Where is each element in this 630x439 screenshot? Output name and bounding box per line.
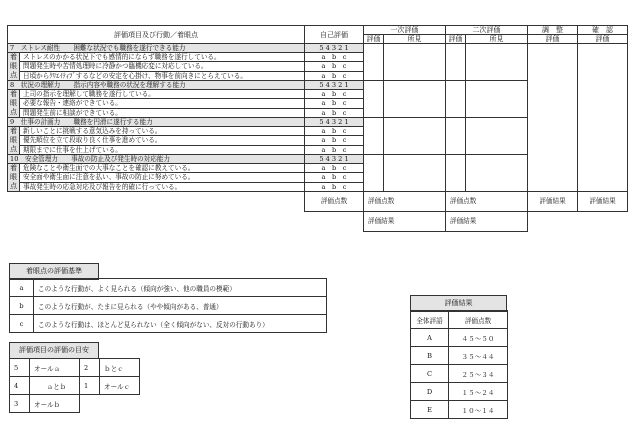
score-scale: 5 4 3 2 1	[305, 118, 364, 127]
criteria-title: 着眼点の評価基準	[9, 263, 99, 280]
first-points-label: 評価点数	[364, 192, 446, 212]
confirm-cell[interactable]	[578, 44, 628, 192]
abc-choice[interactable]: a b c	[305, 62, 364, 71]
criteria-key: a	[10, 279, 34, 297]
result-header: 全体評語	[411, 311, 449, 329]
confirm-header: 確 認	[578, 26, 628, 35]
result-grade: B	[411, 347, 449, 365]
guide-score: 4	[10, 377, 30, 395]
guide-title: 評価項目の評価の目安	[9, 342, 99, 359]
result-header: 評価点数	[449, 311, 508, 329]
item-text: 問題発生時や苦情処理時に冷静かつ臨機応変に対応している。	[20, 62, 305, 71]
guide-desc: ｂとｃ	[100, 359, 140, 377]
second-eval-cell[interactable]	[446, 44, 466, 81]
first-result-label: 評価結果	[364, 212, 446, 232]
adjust-eval-col: 評価	[528, 35, 578, 44]
second-remark-cell[interactable]	[466, 44, 528, 81]
result-grade: E	[411, 401, 449, 419]
abc-choice[interactable]: a b c	[305, 182, 364, 191]
result-range: １０～１４	[449, 401, 508, 419]
result-range: ３５～４４	[449, 347, 508, 365]
score-scale: 5 4 3 2 1	[305, 44, 364, 53]
abc-choice[interactable]: a b c	[305, 127, 364, 136]
second-result-label: 評価結果	[446, 212, 528, 232]
self-points-label: 評価点数	[305, 192, 364, 212]
adjust-header: 調 整	[528, 26, 578, 35]
guide-desc: ａとｂ	[30, 377, 80, 395]
items-header: 評価項目及び行動／着眼点	[8, 26, 305, 44]
result-grade: A	[411, 329, 449, 347]
guide-table	[9, 358, 140, 413]
result-range: ２５～３４	[449, 365, 508, 383]
result-grade: C	[411, 365, 449, 383]
focus-label: 着眼点	[8, 127, 20, 155]
first-eval-cell[interactable]	[364, 81, 384, 118]
category-title: 10 安全管理力 事故の防止及び発生時の対応能力	[8, 155, 305, 164]
abc-choice[interactable]: a b c	[305, 173, 364, 182]
second-remark-cell[interactable]	[466, 155, 528, 192]
second-eval-cell[interactable]	[446, 81, 466, 118]
second-points-label: 評価点数	[446, 192, 528, 212]
item-text: 危険なことや衛生面での大事なことを確認に教えている。	[20, 164, 305, 173]
abc-choice[interactable]: a b c	[305, 99, 364, 108]
evaluation-table	[7, 25, 628, 232]
score-scale: 5 4 3 2 1	[305, 81, 364, 90]
guide-score: 1	[80, 377, 100, 395]
result-range: １５～２４	[449, 383, 508, 401]
category-title: 7 ストレス耐性 困難な状況でも職務を遂行できる能力	[8, 44, 305, 53]
abc-choice[interactable]: a b c	[305, 108, 364, 117]
result-title: 評価結果	[410, 295, 507, 312]
focus-label: 着眼点	[8, 90, 20, 118]
abc-choice[interactable]: a b c	[305, 90, 364, 99]
criteria-text: このような行動が、よく見られる（傾向が強い、他の職員の模範）	[34, 279, 327, 297]
second-eval-cell[interactable]	[446, 155, 466, 192]
abc-choice[interactable]: a b c	[305, 136, 364, 145]
abc-choice[interactable]: a b c	[305, 145, 364, 154]
item-text: 事故発生時の応急対応及び報告を的確に行っている。	[20, 182, 305, 191]
criteria-table	[9, 278, 327, 333]
abc-choice[interactable]: a b c	[305, 53, 364, 62]
focus-label: 着眼点	[8, 164, 20, 192]
category-title: 9 仕事の計画力 職務を円滑に遂行する能力	[8, 118, 305, 127]
focus-label: 着眼点	[8, 53, 20, 81]
abc-choice[interactable]: a b c	[305, 164, 364, 173]
adjust-cell[interactable]	[528, 44, 578, 192]
first-eval-col: 評価	[364, 35, 384, 44]
category-title: 8 状況の理解力 指示内容や職務の状況を理解する能力	[8, 81, 305, 90]
second-eval-header: 二次評価	[446, 26, 528, 35]
confirm-result-label: 評価結果	[578, 192, 628, 212]
first-remark-cell[interactable]	[384, 118, 446, 155]
first-remark-cell[interactable]	[384, 44, 446, 81]
first-eval-cell[interactable]	[364, 118, 384, 155]
item-text: 優先順位を立て段取り良く仕事を進めている。	[20, 136, 305, 145]
criteria-key: c	[10, 315, 34, 333]
result-table	[410, 310, 508, 419]
adjust-result-label: 評価結果	[528, 192, 578, 212]
guide-score: 5	[10, 359, 30, 377]
confirm-eval-col: 評価	[578, 35, 628, 44]
result-range: ４５～５０	[449, 329, 508, 347]
guide-score: 3	[10, 395, 30, 413]
second-eval-cell[interactable]	[446, 118, 466, 155]
self-eval-header: 自己評価	[305, 26, 364, 44]
guide-score: 2	[80, 359, 100, 377]
second-eval-col: 評価	[446, 35, 466, 44]
first-remark-cell[interactable]	[384, 81, 446, 118]
item-text: 期限までに仕事を仕上げている。	[20, 145, 305, 154]
first-eval-header: 一次評価	[364, 26, 446, 35]
criteria-text: このような行動が、たまに見られる（やや傾向がある、普通）	[34, 297, 327, 315]
score-scale: 5 4 3 2 1	[305, 155, 364, 164]
criteria-key: b	[10, 297, 34, 315]
item-text: 安全面や衛生面に注意を払い、事故の防止に努めている。	[20, 173, 305, 182]
item-text: 必要な報告・連絡ができている。	[20, 99, 305, 108]
item-text: ストレスのかかる状況下でも感情的にならず職務を遂行している。	[20, 53, 305, 62]
item-text: 新しいことに挑戦する意気込みを持っている。	[20, 127, 305, 136]
abc-choice[interactable]: a b c	[305, 71, 364, 80]
guide-desc: オールｂ	[30, 395, 80, 413]
item-text: 日頃からｸﾘｴｲﾃｨﾌﾞするなどの安定を心掛け、物事を前向きにとらえている。	[20, 71, 305, 80]
guide-desc: オールａ	[30, 359, 80, 377]
item-text: 上司の指示を理解して職務を遂行している。	[20, 90, 305, 99]
result-grade: D	[411, 383, 449, 401]
first-eval-cell[interactable]	[364, 44, 384, 81]
criteria-text: このような行動は、ほとんど見られない（全く傾向がない、反対の行動あり）	[34, 315, 327, 333]
first-eval-cell[interactable]	[364, 155, 384, 192]
second-remark-cell[interactable]	[466, 118, 528, 155]
first-remark-col: 所見	[384, 35, 446, 44]
second-remark-col: 所見	[466, 35, 528, 44]
first-remark-cell[interactable]	[384, 155, 446, 192]
item-text: 問題発生前に相談ができている。	[20, 108, 305, 117]
guide-desc: オールｃ	[100, 377, 140, 395]
second-remark-cell[interactable]	[466, 81, 528, 118]
